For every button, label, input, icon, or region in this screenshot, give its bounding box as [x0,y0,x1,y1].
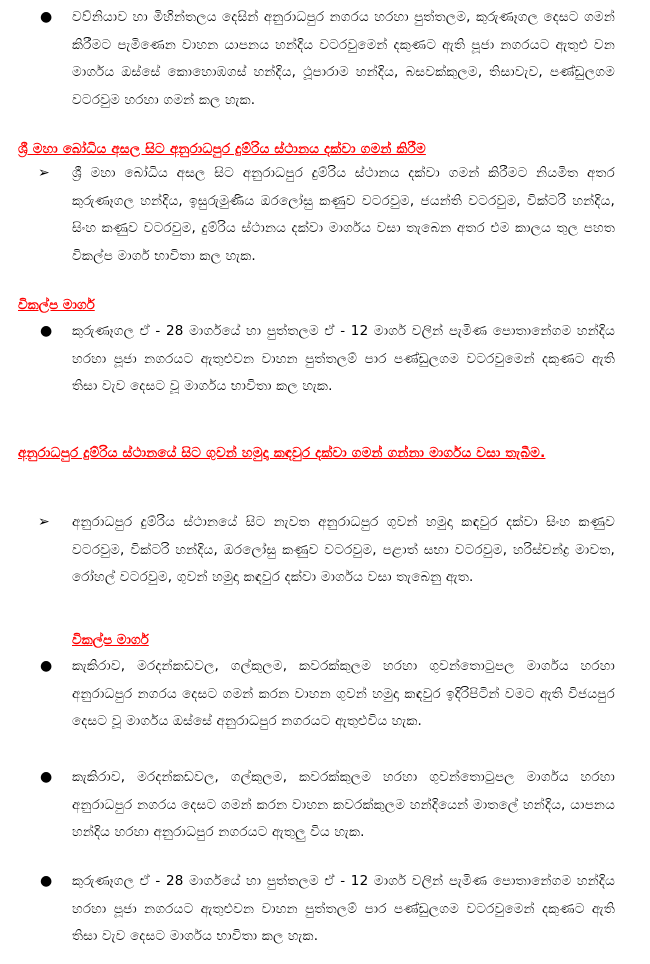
intro-paragraph: වව්නියාව හා මිහින්තලය දෙසින් අනුරාධපුර නගරය හරහා පුත්තලම, කුරුණෑගල දෙසට ගමන් කිරීමට පැමිණෙන වාහන යාපනය හන්දිය වටරවුමෙන් දකුණට ඇති පූජා නගරයට ඇතුළු වන මාර්ගය ඔස්සේ කොහොඹගස් හන්දිය, ථූපාරාම හන්දිය, බසවක්කුලම, තිසාවැව, පණ්ඩුලගම වටරවුම හරහා ගමන් කල හැක. [72,9,615,108]
closure-paragraph-2: අනුරාධපුර දුම්රිය ස්ථානයේ සිට නැවත අනුරාධපුර ගුවන් හමුදා කඳවුර දක්වා සිංහ කණුව වටරවුම, වික්ටරි හන්දිය, ඔරලෝසු කණුව වටරවුම, පළාත් සභා වටරවුම, හරිස්චන්ද්‍ර මාවත, රෝහල් වටරවුම, ගුවන් හමුදා කඳවුර දක්වා මාර්ගය වසා තැබෙනු ඇත. [72,514,615,585]
bullet-icon: ● [40,323,53,339]
alternative-route-paragraph-3: කැකිරාව, මරදන්කඩවල, ගල්කුලම, කවරක්කුලම හරහා ගුවන්තොටුපල මාර්ගය හරහා අනුරාධපුර නගරය දෙසට ගමන් කරන වාහන කවරක්කුලම හන්දියෙන් මාතලේ හන්දිය, යාපනය හන්දිය හරහා අනුරාධපුර නගරයට ඇතුලු විය හැක. [72,769,615,840]
alternative-route-paragraph-1: කුරුණෑගල ඒ - 28 මාර්ගයේ හා පුත්තලම ඒ - 12 මාර්ග වලින් පැමිණ පොතානේගම හන්දිය හරහා පූජා නගරයට ඇතුළුවන වාහන පුත්තලම් පාර පණ්ඩුලගම වටරවුමෙන් දකුණට ඇති තිසා වැව දෙසට වූ මාර්ගය භාවිතා කල හැක. [72,323,615,394]
alternative-route-paragraph-4: කුරුණෑගල ඒ - 28 මාර්ගයේ හා පුත්තලම ඒ - 12 මාර්ග වලින් පැමිණ පොතානේගම හන්දිය හරහා පූජා නගරයට ඇතුළුවන වාහන පුත්තලම් පාර පණ්ඩුලගම වටරවුමෙන් දකුණට ඇති තිසා වැව දෙසට මාර්ගය භාවිතා කල හැක. [72,873,615,944]
bullet-icon: ● [40,9,53,25]
bullet-icon: ● [40,769,53,785]
alternative-routes-heading-1: විකල්ප මාර්ග [18,297,95,313]
alternative-routes-heading-2: විකල්ප මාර්ග [72,632,149,648]
arrow-bullet-icon: ➢ [38,514,50,530]
bullet-icon: ● [40,873,53,889]
arrow-bullet-icon: ➢ [38,165,50,181]
bullet-icon: ● [40,658,53,674]
section-heading-bodhi-to-station: ශ්‍රී මහා බෝධිය අසල සිට අනුරාධපුර දුම්රිය ස්ථානය දක්වා ගමන් කිරීම [18,141,426,157]
section-heading-station-to-airforce: අනුරාධපුර දුම්රිය ස්ථානයේ සිට ගුවන් හමුදා කඳවුර දක්වා ගමන් ගන්නා මාර්ගය වසා තැබීම. [18,445,546,461]
closure-paragraph-1: ශ්‍රී මහා බෝධිය අසල සිට අනුරාධපුර දුම්රිය ස්ථානය දක්වා ගමන් කිරීමට නියමිත අතර කුරුණෑගල හන්දිය, ඉසුරුමුණිය ඔරලෝසු කණුව වටරවුම, ජයන්ති වටරවුම, වික්ටරි හන්දිය, සිංහ කණුව වටරවුම, දුම්රිය ස්ථානය දක්වා මාර්ගය වසා තැබෙන අතර එම කාලය තුල පහත විකල්ප මාර්ග භාවිතා කල හැක. [72,165,615,264]
alternative-route-paragraph-2: කැකිරාව, මරදන්කඩවල, ගල්කුලම, කවරක්කුලම හරහා ගුවන්තොටුපල මාර්ගය හරහා අනුරාධපුර නගරය දෙසට ගමන් කරන වාහන ගුවන් හමුදා කඳවුර ඉදිරිපිටින් වමට ඇති විජයපුර දෙසට වූ මාර්ගය ඔස්සේ අනුරාධපුර නගරයට ඇතුළුවිය හැක. [72,658,615,729]
